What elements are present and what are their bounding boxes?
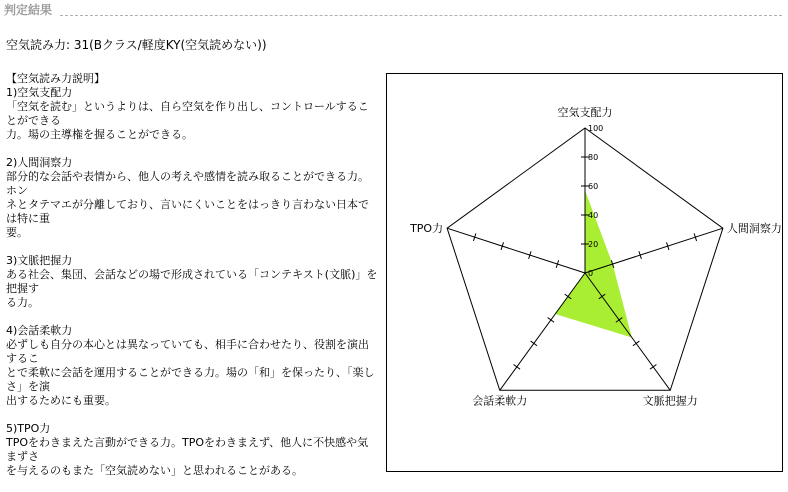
section-line: TPOをわきまえた言動ができる力。TPOをわきまえず、他人に不快感や気まずさ — [6, 436, 369, 463]
radar-tick-mark — [650, 364, 656, 369]
section-title: 3)文脈把握力 — [6, 254, 73, 267]
radar-chart-frame — [386, 73, 783, 472]
section-title: 1)空気支配力 — [6, 86, 73, 99]
section-line: 必ずしも自分の本心とは異なっていても、相手に合わせたり、役割を演出するこ — [6, 338, 369, 365]
explanation-section-3 — [6, 254, 378, 310]
radar-tick-mark — [548, 318, 554, 323]
explanation-section-4 — [6, 324, 378, 408]
section-line: る力。 — [6, 296, 39, 309]
section-line: ネとタテマエが分離しており、言いにくいことをはっきり言わない日本では特に重 — [6, 198, 369, 225]
radar-axis-label: TPO力 — [410, 222, 444, 236]
radar-chart — [387, 74, 784, 473]
radar-tick-label: 20 — [588, 240, 599, 249]
explanation-section-1 — [6, 86, 378, 142]
section-line: 部分的な会話や表情から、他人の考えや感情を読み取ることができる力。ホン — [6, 170, 369, 197]
radar-tick-mark — [514, 364, 520, 369]
section-title: 2)人間洞察力 — [6, 156, 73, 169]
radar-axis-label: 人間洞察力 — [726, 222, 782, 236]
radar-axis-label: 会話柔軟力 — [472, 394, 528, 408]
header-divider — [60, 15, 782, 16]
score-text: 空気読み力: 31(Bクラス/軽度KY(空気読めない)) — [6, 38, 267, 52]
result-header — [0, 0, 788, 18]
result-header-title: 判定結果 — [4, 3, 53, 17]
section-line: を与えるのもまた「空気読めない」と思われることがある。 — [6, 464, 303, 477]
section-line: ある社会、集団、会話などの場で形成されている「コンテキスト(文脈)」を把握す — [6, 268, 378, 295]
section-title: 4)会話柔軟力 — [6, 324, 73, 337]
radar-tick-label: 80 — [588, 153, 599, 162]
radar-axis-label: 空気支配力 — [557, 106, 613, 119]
section-line: とで柔軟に会話を運用することができる力。場の「和」を保ったり、「楽しさ」を演 — [6, 366, 375, 393]
explanation-section-2 — [6, 156, 378, 240]
section-title: 5)TPO力 — [6, 422, 51, 435]
section-line: 要。 — [6, 226, 28, 239]
radar-tick-label: 60 — [588, 182, 599, 191]
radar-tick-mark — [531, 341, 537, 346]
radar-axis-label: 文脈把握力 — [642, 394, 698, 408]
radar-tick-mark — [633, 341, 639, 346]
explanation-panel — [6, 72, 378, 492]
explanation-heading: 【空気読み力説明】 — [6, 72, 105, 85]
radar-spoke — [447, 228, 585, 273]
explanation-section-5 — [6, 422, 378, 478]
radar-tick-label: 0 — [588, 269, 594, 278]
radar-tick-label: 100 — [588, 124, 604, 133]
radar-spoke — [585, 273, 670, 390]
section-line: 出するためにも重要。 — [6, 394, 116, 407]
section-line: 力。場の主導権を握ることができる。 — [6, 128, 193, 141]
radar-spoke — [500, 273, 585, 390]
section-line: 「空気を読む」というよりは、自ら空気を作り出し、コントロールすることができる — [6, 100, 369, 127]
radar-tick-label: 40 — [588, 211, 599, 220]
